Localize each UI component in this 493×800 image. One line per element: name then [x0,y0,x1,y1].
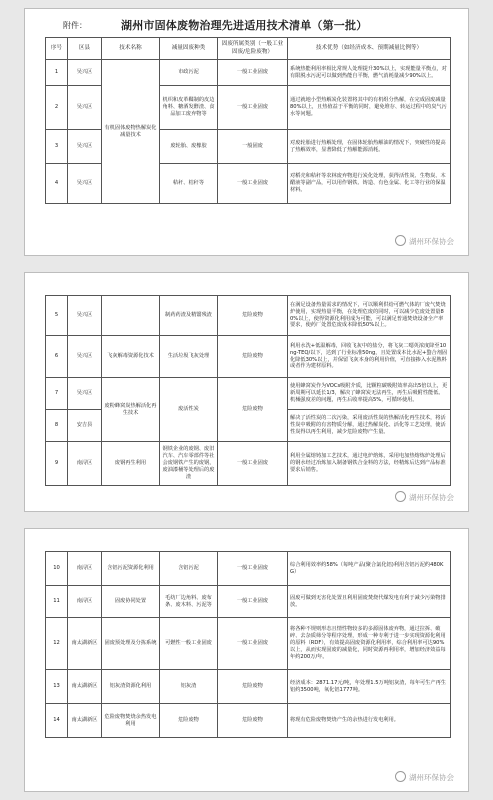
cell-district: 南浔区 [68,552,102,586]
cell-district: 南太湖新区 [68,670,102,704]
tech-table-page-1 [45,37,451,204]
cell-waste: 危险废物 [160,704,218,738]
table-row [46,60,451,86]
cell-district: 吴兴区 [68,164,102,204]
cell-district: 安吉县 [68,410,102,442]
cell-advantage: 将现有危险废物焚烧产生的余热进行发电利用。 [288,704,451,738]
table-row [46,442,451,486]
cell-waste: 毛纺厂边角料、废布条、废木料、污泥等 [160,586,218,618]
cell-district: 南太湖新区 [68,618,102,670]
cell-district: 吴兴区 [68,60,102,86]
cell-tech: 固废预处理及分拣系统 [102,618,160,670]
cell-district: 吴兴区 [68,296,102,336]
cell-tech: 废粉蜂窝炭热解活化再生技术 [102,378,160,442]
header-advantage: 技术优势（如经济成本、预期减量比例等） [288,38,451,60]
header-district: 区县 [68,38,102,60]
cell-tech: 废钢再生利用 [102,442,160,486]
watermark-text: 湖州环保协会 [409,493,454,502]
watermark [395,491,454,503]
watermark-text: 湖州环保协会 [409,237,454,246]
cell-waste: 废活性炭 [160,378,218,442]
cell-waste: 含铝污泥 [160,552,218,586]
table-row [46,296,451,336]
table-header-row [46,38,451,60]
table-row [46,704,451,738]
table-row [46,336,451,378]
cell-tech: 有机固体废物热解炭化减量技术 [102,60,160,204]
cell-tech: 含铝污泥资源化利用 [102,552,160,586]
cell-no: 1 [46,60,68,86]
cell-advantage: 对废轮胎进行热解处理，在固体轮胎热解油的情况下，突破性的提高了热解效率，显著降低了热解能源消耗。 [288,130,451,164]
cell-waste: 市政污泥 [160,60,218,86]
cell-no: 12 [46,618,68,670]
table-row [46,378,451,410]
cell-category: 危险废物 [218,336,288,378]
wechat-icon [395,491,406,502]
cell-category: 一般工业固废 [218,586,288,618]
table-row [46,586,451,618]
document-header [25,9,468,37]
cell-no: 3 [46,130,68,164]
cell-advantage: 使用蜂窝炭作为VOCs吸附介质，比颗粒碳吸附效率高出5倍以上，更新周期可以延长1/3，解决了蜂窝炭无法再生，再生后吸附性能低、机械强度差的问题，再生后收率提高5%，可循环使用。 [288,378,451,410]
cell-no: 2 [46,86,68,130]
header-category: 固废所属类别（一般工业固废/危险废物） [218,38,288,60]
cell-district: 南太湖新区 [68,704,102,738]
table-row [46,670,451,704]
cell-category: 一般工业固废 [218,552,288,586]
cell-advantage: 利用水洗+低温解毒，回收飞灰中的盐分，将飞灰二噁英浓度降至10ng-TEQ/以下，达到了行业标准50ng，且处置成本比水泥+螯合剂固化降低30%以上，并保留飞灰本身的利用价值，可直接掺入水泥熟料或者作为建材原料。 [288,336,451,378]
table-row [46,618,451,670]
document-page-3 [24,528,469,792]
cell-district: 吴兴区 [68,336,102,378]
cell-no: 6 [46,336,68,378]
watermark [395,235,454,247]
cell-tech: 飞灰解毒资源化技术 [102,336,160,378]
cell-category: 一般工业固废 [218,618,288,670]
cell-category: 危险废物 [218,378,288,442]
document-page-2 [24,272,469,512]
cell-waste: 钢铁企业的废钢、废旧汽车、汽车零部件等社会废钢铁产生的废钢，废油漆桶等处理后的废渣 [160,442,218,486]
cell-waste: 制药药渣及精馏残渣 [160,296,218,336]
header-tech: 技术名称 [102,38,160,60]
cell-waste: 生活垃圾飞灰处理 [160,336,218,378]
cell-category: 一般固废 [218,130,288,164]
tech-table-page-3 [45,551,451,738]
watermark [395,771,454,783]
tech-table-page-2 [45,295,451,486]
cell-waste: 秸秆、桔秆等 [160,164,218,204]
wechat-icon [395,235,406,246]
cell-category: 危险废物 [218,296,288,336]
cell-advantage: 利用全属熔铸加工艺技术，通过电炉熔炼，采用电加热熔炼炉处理后的钢水经过冶炼加入制备钢铁合金料的方法，经精炼后达到产品标准要求后销售。 [288,442,451,486]
cell-district: 吴兴区 [68,86,102,130]
cell-no: 8 [46,410,68,442]
cell-tech: 固废协同处置 [102,586,160,618]
cell-no: 7 [46,378,68,410]
cell-advantage: 解决了活性炭的二次污染，采用废活性炭的热解活化再生技术，将活性炭中吸附的有害物质分解，通过热解炭化、活化等工艺处理，使活性炭得以再生利用，减少危险废物产生量。 [288,410,451,442]
cell-advantage: 系统热能利用率相比常规人处理提升30%以上，实现能量平衡点，对有限脱水污泥可以做到热能自平衡，燃气消耗量减少90%以上。 [288,60,451,86]
cell-category: 危险废物 [218,704,288,738]
cell-no: 11 [46,586,68,618]
cell-category: 一般工业固废 [218,86,288,130]
cell-advantage: 通过就地小型热解炭化装置将其中的有机组分热解，在完成固废减量80%以上，且热值益于平衡的同时，避免堆存、转运过程中的臭气污水等问题。 [288,86,451,130]
cell-tech: 危险废物焚烧余热发电利用 [102,704,160,738]
cell-advantage: 固废可做到无害化处置且利用固废焚烧代煤发电有利于减少污染物排放。 [288,586,451,618]
document-title: 湖州市固体废物治理先进适用技术清单（第一批） [121,19,368,32]
header-no: 序号 [46,38,68,60]
cell-waste: 机织和皮革鞣制的皮边角料、糖酒发酵渣、食品加工废弃物等 [160,86,218,130]
cell-category: 一般工业固废 [218,164,288,204]
cell-no: 14 [46,704,68,738]
table-row [46,552,451,586]
cell-district: 南浔区 [68,442,102,486]
cell-waste: 铝灰渣 [160,670,218,704]
cell-no: 13 [46,670,68,704]
cell-no: 10 [46,552,68,586]
wechat-icon [395,771,406,782]
cell-district: 南浔区 [68,586,102,618]
cell-advantage: 在满足设备热量需求的情况下，可以顺利供给可燃气体的厂废气焚烧炉使用，实现热量平衡，在处理危废的同时，可以减少危废处置量80%以上，使得资源化利用成为可能，可以满足普通焚烧设备全产率要求，使药厂处置危废成本降低50%以上。 [288,296,451,336]
cell-tech: 铝灰渣资源化利用 [102,670,160,704]
cell-category: 一般工业固废 [218,442,288,486]
cell-category: 危险废物 [218,670,288,704]
cell-no: 9 [46,442,68,486]
cell-district: 吴兴区 [68,130,102,164]
cell-advantage: 对稻壳和秸秆等农林废弃物进行炭化处理，获得活性炭、生物炭、木醋液等副产品，可以用作钢铁、铸造、有色金属、化工等行业的保温材料。 [288,164,451,204]
cell-advantage: 将各种不规则形态且情性物较多的多源固体废弃物，通过拉拆、破碎、去杂质筛分等程序处理，形成一种专利于进一步实现资源化利用的原料（RDF），有效提高固废资源化利用率，综合利用率可达90%以上，从而实现固废的减量化，同时资源再利用率，增加经济效益每年约200万/年。 [288,618,451,670]
cell-waste: 废轮胎、废橡胶 [160,130,218,164]
cell-waste: 可燃性一般工业固废 [160,618,218,670]
cell-advantage: 经济成本：2871.17元/吨，年处理1.5万吨铝灰渣，每年可生产再生铝约3500吨，氧化铝1777吨。 [288,670,451,704]
attachment-label: 附件： [63,21,87,30]
watermark-text: 湖州环保协会 [409,773,454,782]
cell-advantage: 综合利用效率约58%（每吨产品(聚合氯化铝)利用含铝污泥约480KG） [288,552,451,586]
cell-no: 4 [46,164,68,204]
header-waste: 减量固废种类 [160,38,218,60]
cell-tech [102,296,160,336]
cell-district: 吴兴区 [68,378,102,410]
document-page-1 [24,8,469,256]
cell-no: 5 [46,296,68,336]
cell-category: 一般工业固废 [218,60,288,86]
